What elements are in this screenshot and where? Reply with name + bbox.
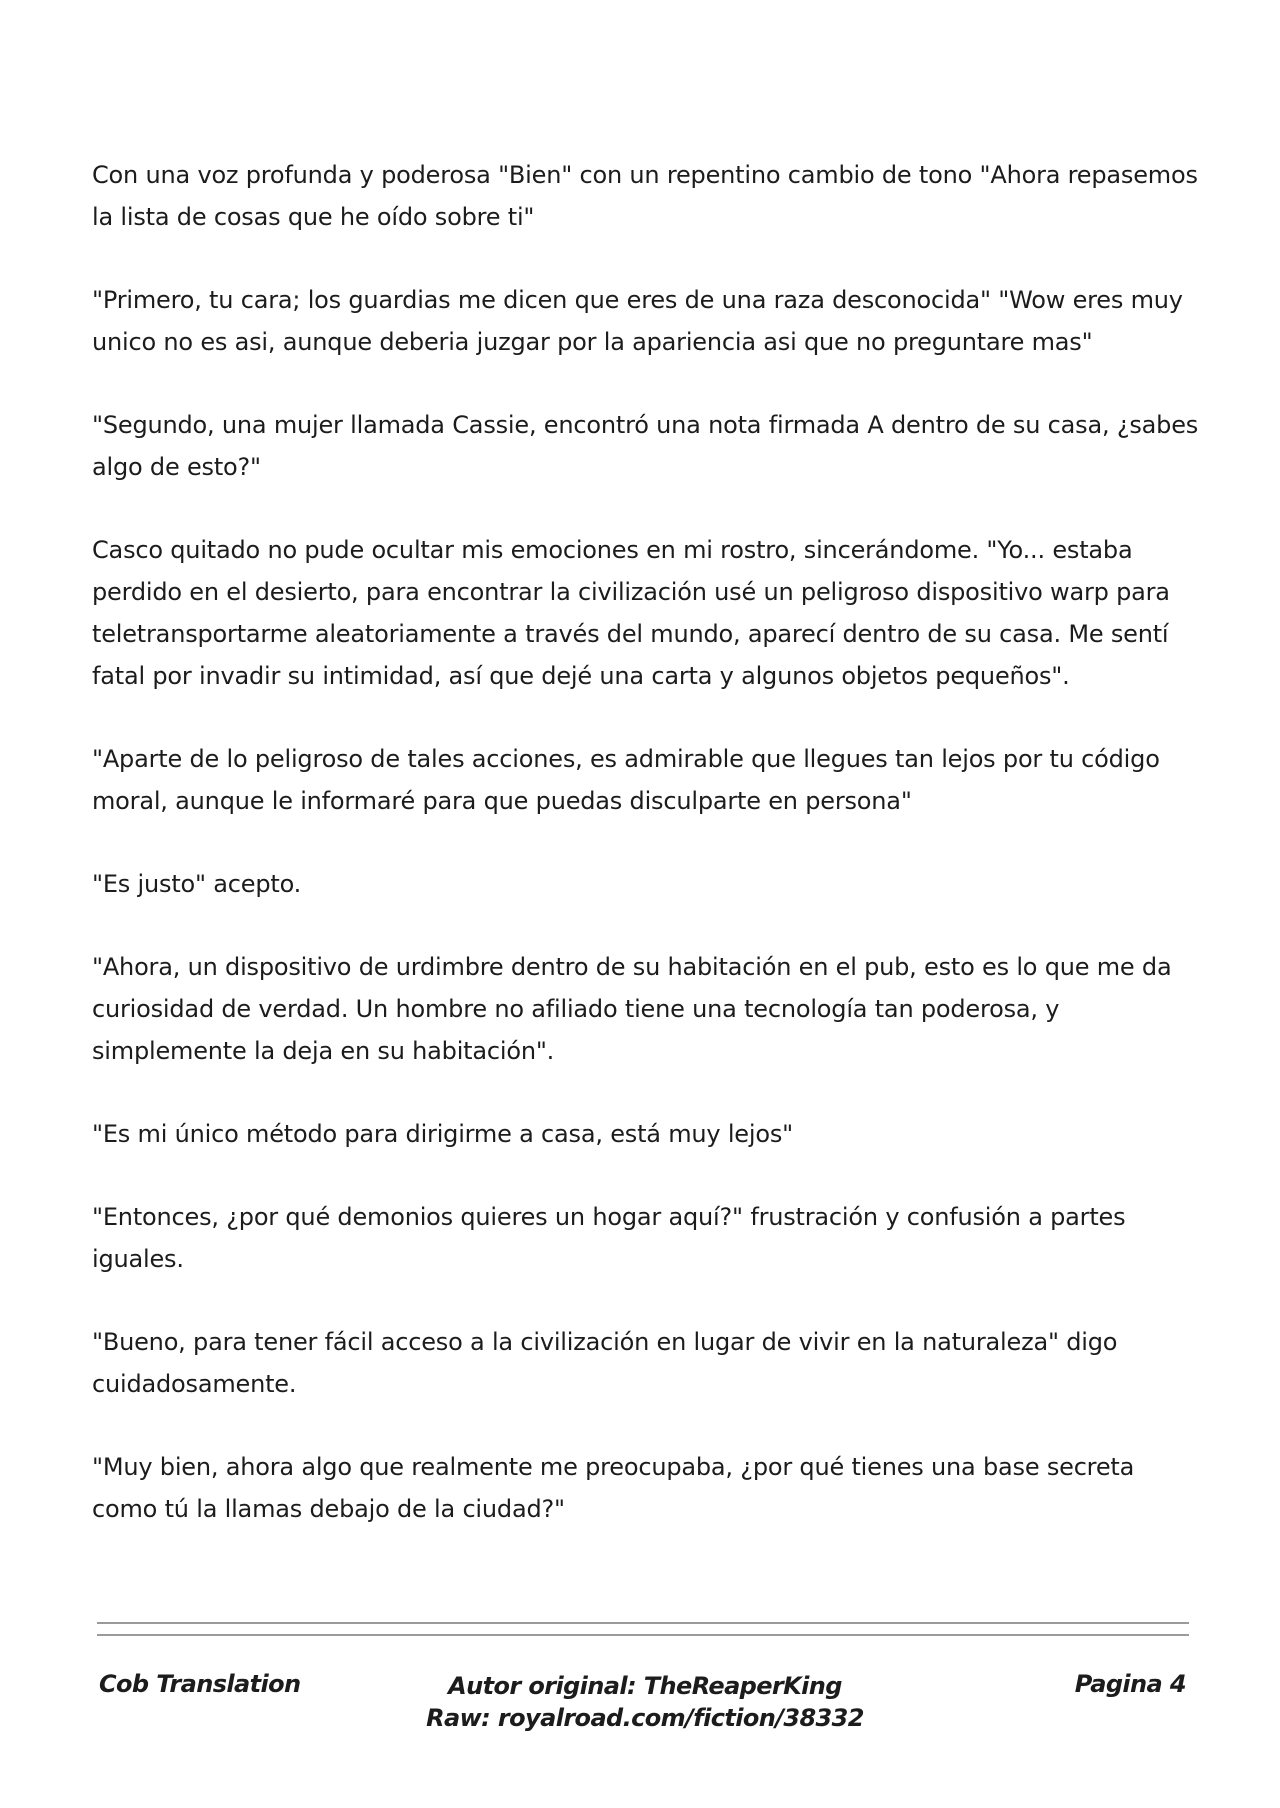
paragraph: Con una voz profunda y poderosa "Bien" con un repentino cambio de tono "Ahora repasemos la lista de cosas que he oído sobre ti" bbox=[92, 161, 1198, 231]
paragraph: Casco quitado no pude ocultar mis emociones en mi rostro, sincerándome. "Yo... estaba perdido en el desierto, para encontrar la civilización usé un peligroso dispositivo warp para teletransportarme aleatoriamente a través del mundo, aparecí dentro de su casa. Me sentí fatal por invadir su intimidad, así que dejé una carta y algunos objetos pequeños". bbox=[92, 536, 1170, 690]
paragraph: "Es mi único método para dirigirme a casa, está muy lejos" bbox=[92, 1120, 793, 1148]
paragraph: "Muy bien, ahora algo que realmente me preocupaba, ¿por qué tienes una base secreta como tú la llamas debajo de la ciudad?" bbox=[92, 1453, 1135, 1523]
body-text bbox=[92, 154, 1202, 1571]
footer-divider-top bbox=[97, 1622, 1189, 1624]
footer-divider-bottom bbox=[97, 1634, 1189, 1636]
paragraph: "Aparte de lo peligroso de tales acciones, es admirable que llegues tan lejos por tu código moral, aunque le informaré para que puedas disculparte en persona" bbox=[92, 745, 1160, 815]
footer-translator: Cob Translation bbox=[99, 1670, 301, 1698]
footer-credits bbox=[420, 1670, 870, 1734]
paragraph: "Es justo" acepto. bbox=[92, 870, 302, 898]
footer-page-number: Pagina 4 bbox=[1074, 1670, 1186, 1698]
paragraph: "Entonces, ¿por qué demonios quieres un hogar aquí?" frustración y confusión a partes iguales. bbox=[92, 1203, 1126, 1273]
paragraph: "Primero, tu cara; los guardias me dicen que eres de una raza desconocida" "Wow eres muy unico no es asi, aunque deberia juzgar por la apariencia asi que no preguntare mas" bbox=[92, 286, 1183, 356]
footer-source: Raw: royalroad.com/fiction/38332 bbox=[426, 1704, 864, 1732]
paragraph: "Bueno, para tener fácil acceso a la civilización en lugar de vivir en la naturaleza" digo cuidadosamente. bbox=[92, 1328, 1118, 1398]
paragraph: "Segundo, una mujer llamada Cassie, encontró una nota firmada A dentro de su casa, ¿sabes algo de esto?" bbox=[92, 411, 1199, 481]
footer-author: Autor original: TheReaperKing bbox=[448, 1672, 842, 1700]
paragraph: "Ahora, un dispositivo de urdimbre dentro de su habitación en el pub, esto es lo que me da curiosidad de verdad. Un hombre no afiliado tiene una tecnología tan poderosa, y simplemente la deja en su habitación". bbox=[92, 953, 1172, 1065]
